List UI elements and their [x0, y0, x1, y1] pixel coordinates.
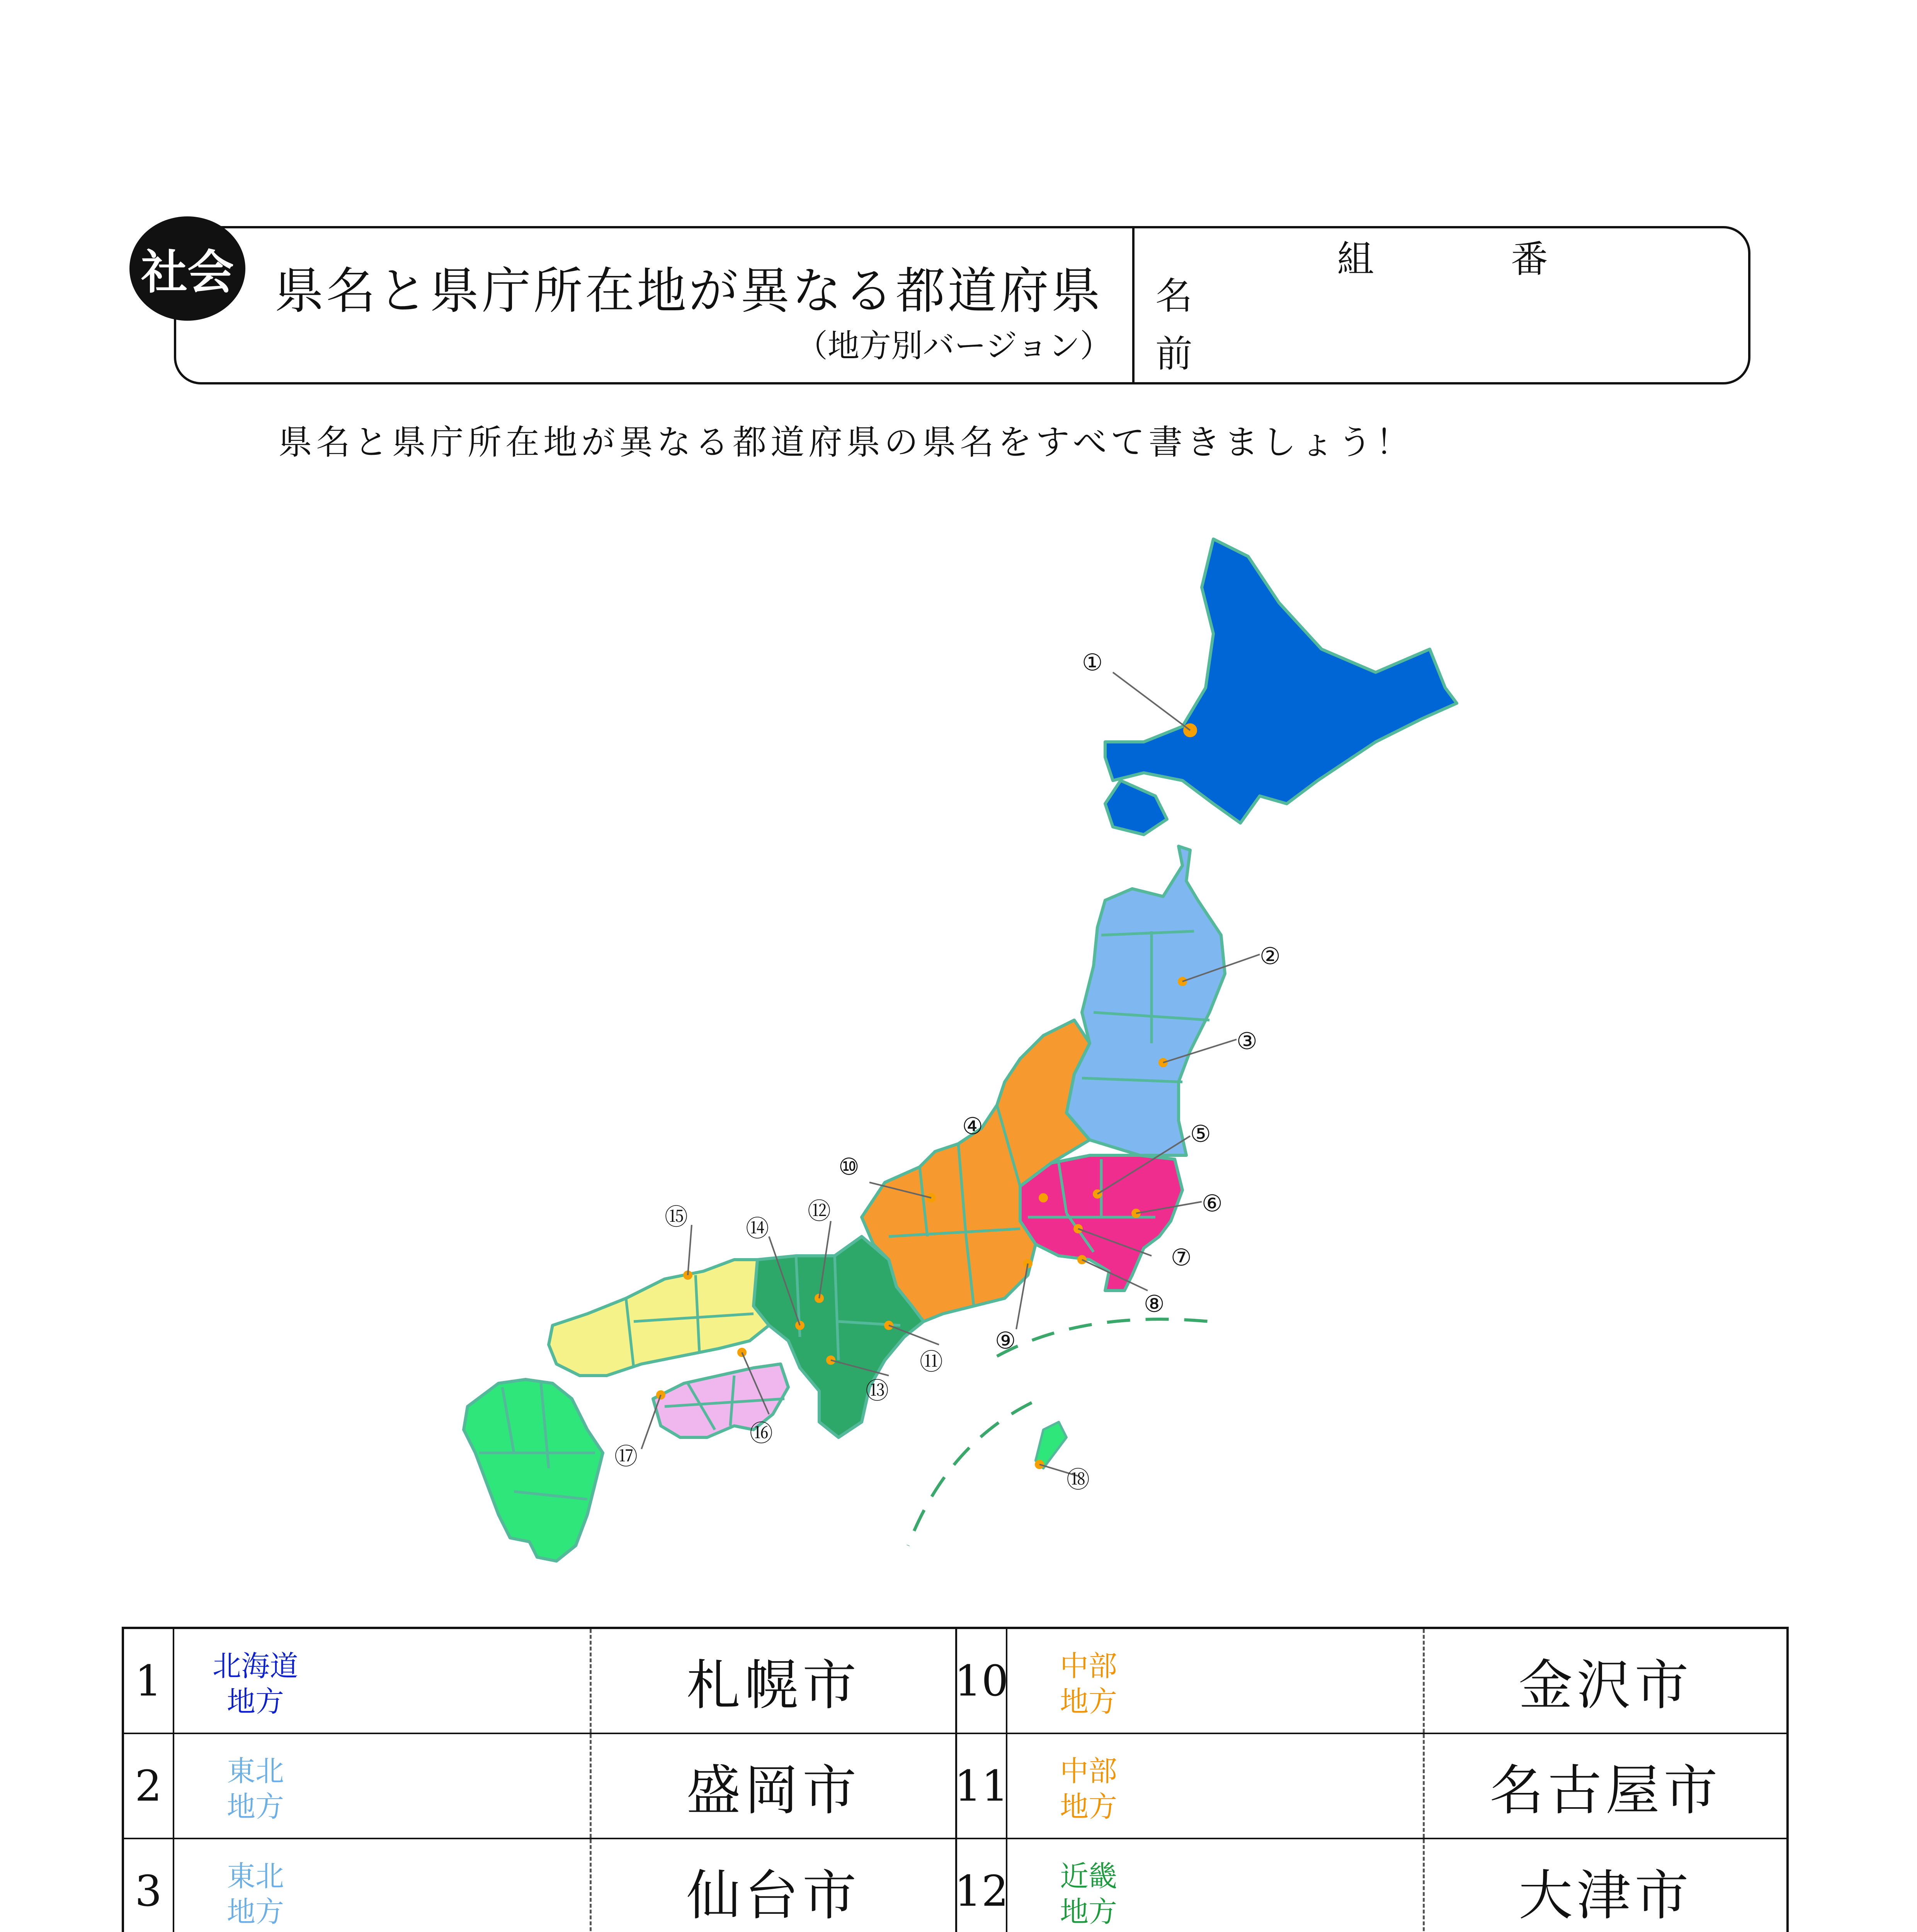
subject-badge: 社会 [129, 216, 245, 321]
region-suffix: 地方 [227, 1685, 284, 1718]
map-label: ⑮ [665, 1204, 688, 1231]
table-row [124, 1734, 955, 1839]
region-suffix: 地方 [227, 1790, 284, 1823]
region-name: 中部 [1060, 1650, 1117, 1683]
region-cell [174, 1839, 592, 1932]
map-label: ③ [1237, 1028, 1257, 1055]
row-number: 10 [957, 1629, 1007, 1733]
number-label: 番 [1511, 238, 1548, 281]
hokkaido-region [1105, 539, 1457, 835]
capital-city: 名古屋市 [1489, 1759, 1721, 1822]
table-row [954, 1839, 1786, 1932]
capital-city: 札幌市 [686, 1654, 861, 1717]
map-label: ⑰ [614, 1443, 638, 1470]
table-left-half [124, 1629, 957, 1932]
map-label: ② [1260, 943, 1281, 970]
map-label: ⑤ [1190, 1121, 1211, 1148]
map-label: ① [1082, 649, 1103, 676]
header-divider [1132, 226, 1135, 384]
row-number: 2 [124, 1734, 174, 1838]
region-cell [1007, 1734, 1425, 1838]
sheet-title: 県名と県庁所在地が異なる都道府県 [274, 262, 1103, 320]
table-right-half [954, 1629, 1786, 1932]
map-label: ⑪ [920, 1349, 943, 1376]
region-suffix: 地方 [1060, 1790, 1117, 1823]
map-label: ④ [962, 1113, 983, 1140]
region-name: 中部 [1060, 1755, 1117, 1788]
region-suffix: 地方 [1060, 1685, 1117, 1718]
row-number: 11 [957, 1734, 1007, 1838]
map-label: ⑫ [808, 1198, 831, 1225]
answer-table [122, 1627, 1789, 1932]
table-row [954, 1734, 1786, 1839]
region-name: 東北 [227, 1755, 284, 1788]
region-name: 近畿 [1060, 1860, 1117, 1893]
kyushu-region [464, 1379, 603, 1561]
region-name: 北海道 [213, 1650, 298, 1683]
map-label: ⑬ [866, 1378, 889, 1405]
map-label: ⑭ [746, 1215, 769, 1242]
region-label [174, 1648, 337, 1719]
table-row [954, 1629, 1786, 1734]
table-row [124, 1629, 955, 1734]
capital-city: 盛岡市 [686, 1759, 861, 1822]
region-label [174, 1859, 337, 1930]
region-label [1007, 1859, 1170, 1930]
region-suffix: 地方 [227, 1895, 284, 1929]
region-cell [174, 1629, 592, 1733]
region-label [1007, 1753, 1170, 1825]
sheet-subtitle: （地方別バージョン） [796, 328, 1112, 364]
chugoku-region [549, 1260, 769, 1376]
region-cell [174, 1734, 592, 1838]
japan-map [425, 514, 1507, 1596]
row-number: 1 [124, 1629, 174, 1733]
map-label: ⑧ [1144, 1291, 1165, 1318]
map-label: ⑯ [750, 1420, 773, 1447]
region-label [174, 1753, 337, 1825]
map-label: ⑨ [995, 1327, 1016, 1354]
class-label: 組 [1337, 238, 1374, 281]
table-row [124, 1839, 955, 1932]
region-suffix: 地方 [1060, 1895, 1117, 1929]
region-cell [1007, 1839, 1425, 1932]
map-label: ⑥ [1202, 1190, 1223, 1217]
capital-city: 仙台市 [686, 1864, 861, 1927]
name-label: 前 [1155, 332, 1192, 376]
region-name: 東北 [227, 1860, 284, 1893]
row-number: 12 [957, 1839, 1007, 1932]
map-label: ⑩ [839, 1153, 859, 1180]
map-label: ⑱ [1067, 1466, 1090, 1493]
tohoku-region [1067, 846, 1225, 1155]
row-number: 3 [124, 1839, 174, 1932]
instruction-text: 県名と県庁所在地が異なる都道府県の県名をすべて書きましょう！ [278, 422, 1414, 462]
capital-city: 大津市 [1518, 1864, 1692, 1927]
capital-city: 金沢市 [1518, 1654, 1692, 1717]
name-label: 名 [1155, 274, 1192, 318]
region-cell [1007, 1629, 1425, 1733]
region-label [1007, 1648, 1170, 1719]
map-label: ⑦ [1171, 1244, 1192, 1271]
